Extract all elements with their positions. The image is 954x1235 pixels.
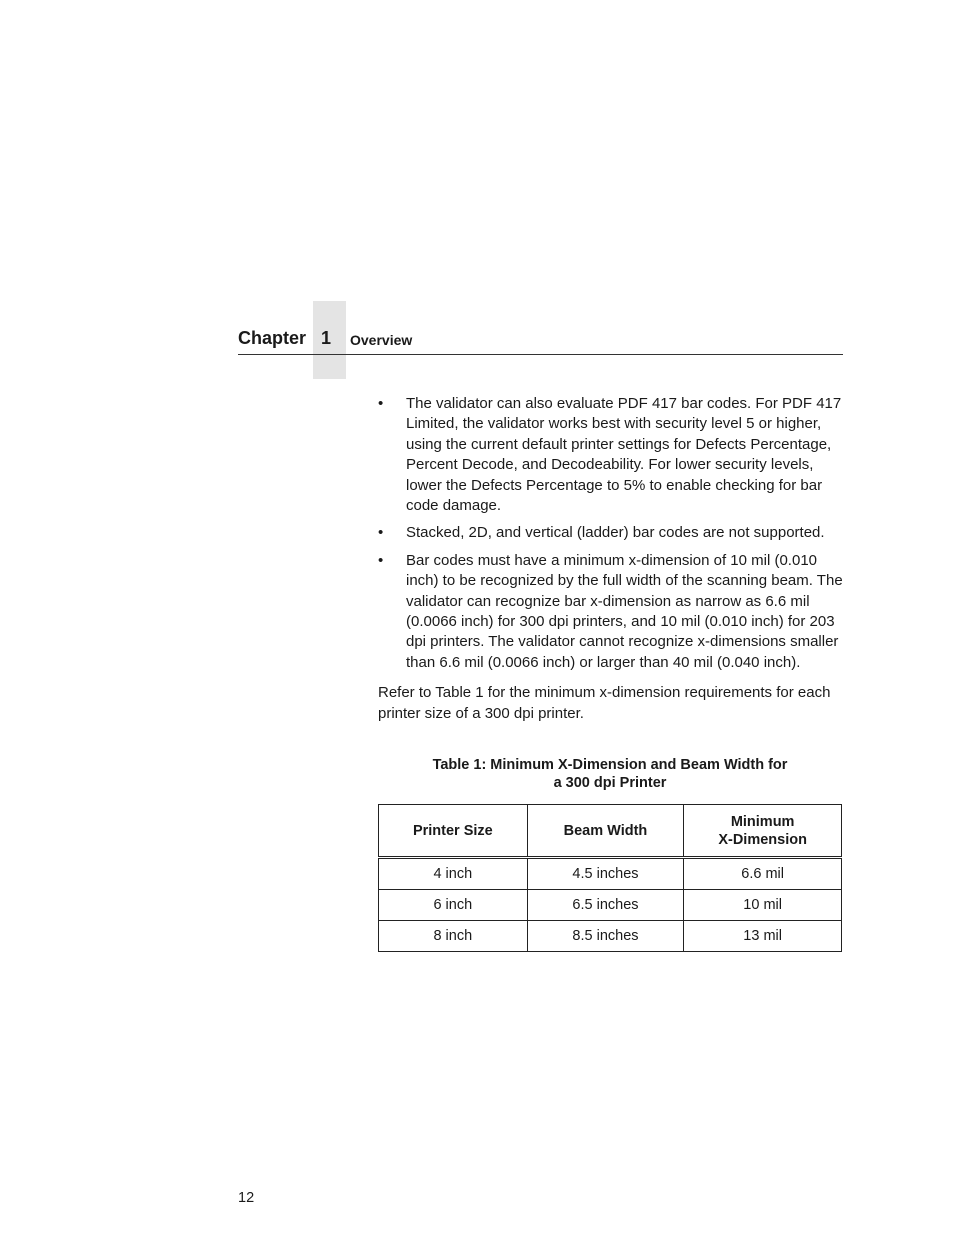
bullet-icon: •	[378, 395, 384, 412]
table-cell: 8.5 inches	[527, 921, 684, 952]
table-cell: 4.5 inches	[527, 858, 684, 890]
header-beam-width: Beam Width	[527, 805, 684, 858]
caption-line: a 300 dpi Printer	[553, 775, 667, 791]
bullet-list	[378, 394, 848, 673]
list-item	[378, 551, 848, 673]
caption-line: Table 1: Minimum X-Dimension and Beam Width for	[432, 757, 788, 773]
bullet-icon: •	[378, 524, 384, 542]
spec-table	[378, 804, 842, 952]
bullet-text: Stacked, 2D, and vertical (ladder) bar codes are not supported.	[406, 524, 825, 542]
header-printer-size: Printer Size	[379, 805, 528, 858]
table-cell: 10 mil	[684, 890, 842, 921]
header-min-x-dimension: Minimum X-Dimension	[684, 805, 842, 858]
table-row	[379, 890, 842, 921]
bullet-text: The validator can also evaluate PDF 417 bar codes. For PDF 417 Limited, the validator works best with security level 5 or higher, using the current default printer settings for Defects Percentage, Percent Decode, and Decodeability. For lower security levels, lower the Defects Percentage to 5% to enable checking for bar code damage.	[406, 395, 842, 515]
list-item	[378, 523, 848, 543]
section-title: Overview	[350, 332, 413, 348]
table-cell: 8 inch	[379, 921, 528, 952]
table-cell: 6 inch	[379, 890, 528, 921]
bullet-icon: •	[378, 551, 384, 569]
table-row	[379, 858, 842, 890]
table-row	[379, 921, 842, 952]
table-cell: 13 mil	[684, 921, 842, 952]
table-cell: 6.6 mil	[684, 858, 842, 890]
table-header-row	[379, 805, 842, 858]
table-cell: 4 inch	[379, 858, 528, 890]
chapter-label: Chapter	[238, 328, 307, 348]
chapter-number: 1	[321, 328, 332, 348]
table-caption	[378, 756, 842, 792]
list-item	[378, 394, 848, 516]
page-number: 12	[238, 1190, 255, 1206]
table-cell: 6.5 inches	[527, 890, 684, 921]
reference-paragraph: Refer to Table 1 for the minimum x-dimension requirements for each printer size of a 300 dpi printer.	[378, 684, 831, 722]
body-content	[378, 394, 848, 724]
header-divider	[238, 354, 843, 355]
bullet-text: Bar codes must have a minimum x-dimension of 10 mil (0.010 inch) to be recognized by the full width of the scanning beam. The validator can recognize bar x-dimension as narrow as 6.6 mil (0.0066 inch) for 300 dpi printers, and 10 mil (0.010 inch) for 203 dpi printers. The validator cannot recognize x-dimensions smaller than 6.6 mil (0.0066 inch) or larger than 40 mil (0.040 inch).	[406, 551, 843, 671]
